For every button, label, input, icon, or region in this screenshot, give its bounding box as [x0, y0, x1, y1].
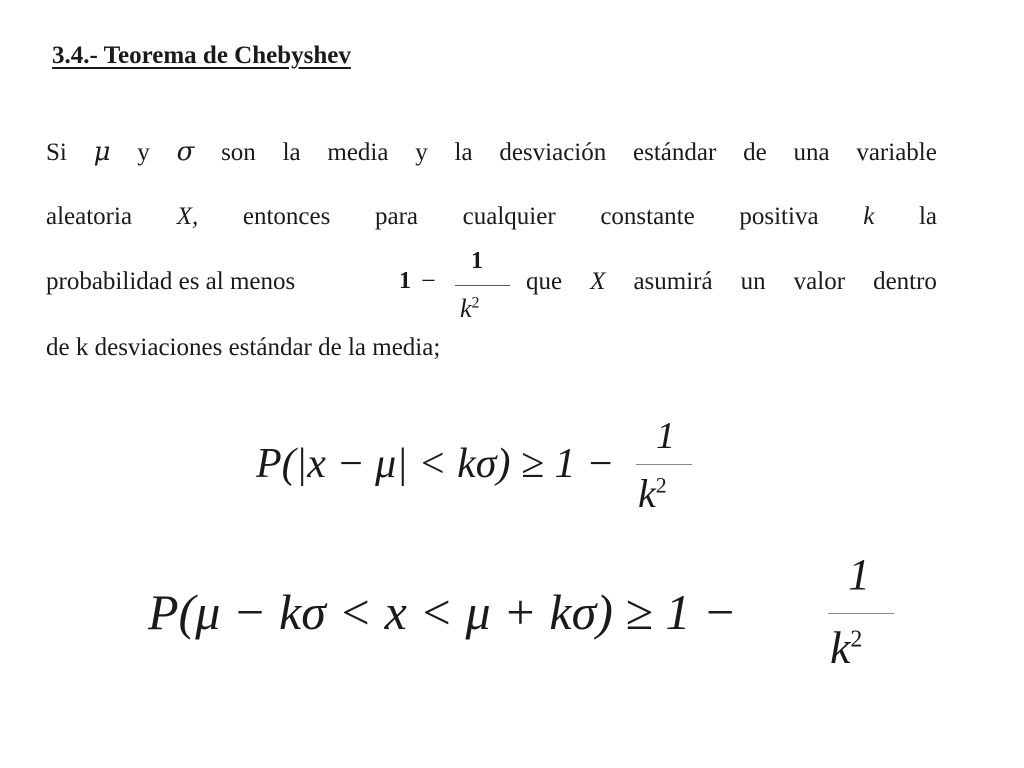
variable-k: k [863, 203, 875, 230]
paragraph-line-4: de k desviaciones estándar de la media; [46, 334, 441, 361]
paragraph-line-1 [46, 136, 937, 169]
formula-fraction-bar [828, 613, 894, 614]
word: la [454, 139, 473, 166]
denominator-var: k [460, 294, 472, 323]
denominator-var: k [830, 622, 851, 673]
paragraph-line-2 [46, 201, 937, 233]
formula-numerator: 1 [656, 415, 675, 457]
word: una [793, 139, 830, 166]
word: positiva [739, 203, 819, 230]
formula-lhs: P(|x − μ| < kσ) ≥ 1 − [256, 441, 615, 487]
word: desviación [499, 139, 607, 166]
word: asumirá [633, 268, 713, 295]
word: y [137, 139, 150, 166]
word: valor [793, 268, 846, 295]
word: variable [856, 139, 937, 166]
denominator-exp: 2 [471, 294, 480, 312]
paragraph-line-3-left: probabilidad es al menos [46, 268, 296, 295]
denominator-exp: 2 [655, 472, 667, 498]
fraction-bar [455, 285, 510, 286]
formula-numerator: 1 [848, 550, 870, 599]
word: dentro [873, 268, 937, 295]
sigma-symbol: σ [176, 137, 195, 167]
word: cualquier [462, 203, 556, 230]
word: y [415, 139, 428, 166]
inline-fraction [395, 248, 520, 328]
variable-x: X [590, 268, 606, 295]
formula-denominator [830, 621, 862, 674]
word: estándar [633, 139, 717, 166]
word: la [282, 139, 301, 166]
word: para [374, 203, 419, 230]
fraction-one: 1 [399, 268, 411, 294]
word: aleatoria [46, 203, 133, 230]
word: media [327, 139, 389, 166]
variable-x: X, [176, 203, 199, 230]
word: Si [46, 139, 67, 166]
chebyshev-formula-absolute [256, 415, 716, 528]
word: un [740, 268, 766, 295]
word: constante [600, 203, 695, 230]
denominator-exp: 2 [850, 626, 863, 653]
fraction-minus: − [421, 266, 436, 295]
paragraph-line-3-right [526, 266, 937, 298]
formula-fraction-bar [636, 464, 692, 465]
formula-lhs: P(μ − kσ < x < μ + kσ) ≥ 1 − [148, 584, 737, 640]
word: la [918, 203, 937, 230]
mu-symbol: μ [93, 137, 111, 167]
word: son [221, 139, 256, 166]
fraction-denominator [460, 294, 480, 324]
section-heading: 3.4.- Teorema de Chebyshev [52, 42, 351, 69]
word: de [743, 139, 767, 166]
denominator-var: k [638, 471, 656, 516]
fraction-numerator: 1 [471, 248, 483, 274]
chebyshev-formula-interval [148, 550, 908, 695]
formula-denominator [638, 470, 667, 517]
word: que [526, 268, 563, 295]
word: entonces [242, 203, 331, 230]
